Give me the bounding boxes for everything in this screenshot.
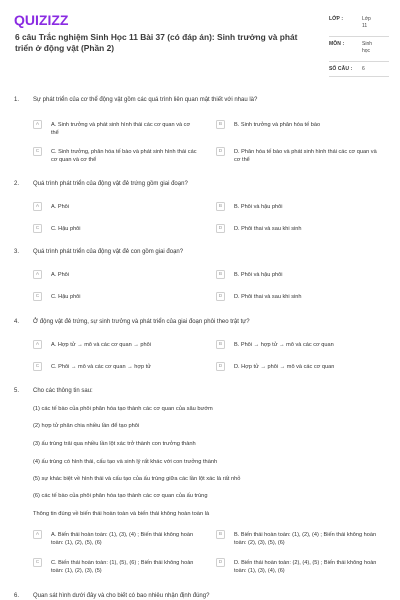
option-letter-box: C xyxy=(33,224,42,233)
statement-line: (4) ấu trùng có hình thái, cấu tạo và sinh lý rất khác với con trưởng thành xyxy=(33,459,218,465)
option-text: B. Phôi và hậu phôi xyxy=(234,271,283,278)
option-text: C. Biến thái hoàn toàn: (1), (5), (6) ; Biến thái không hoàn toàn: (1), (2), (3), (5) xyxy=(51,559,194,575)
option-text: A. Biến thái hoàn toàn: (1), (3), (4) ; Biến thái không hoàn toàn: (1), (2), (5), (6) xyxy=(51,531,194,547)
option-letter-box: A xyxy=(33,270,42,279)
option-text: D. Biến thái hoàn toàn: (2), (4), (5) ; Biến thái không hoàn toàn: (1), (3), (4), (6) xyxy=(234,559,377,575)
option-letter-box: D xyxy=(216,147,225,156)
question-text: Cho các thông tin sau: xyxy=(33,388,93,394)
question-number: 6. xyxy=(14,593,20,599)
option-text: A. Phôi xyxy=(51,203,70,210)
option-letter-box: B xyxy=(216,530,225,539)
option-letter-box: B xyxy=(216,120,225,129)
statement-line: (2) hợp tử phân chia nhiều lần để tạo phôi xyxy=(33,423,140,429)
meta-label-lop: LỚP : xyxy=(329,16,344,22)
option-text: D. Phân hóa tế bào và phát sinh hình thái các cơ quan và cơ thể xyxy=(234,148,377,164)
option-letter-box: D xyxy=(216,362,225,371)
question-text: Quá trình phát triển của động vật đẻ trứng gồm giai đoạn? xyxy=(33,181,188,187)
option-letter-box: A xyxy=(33,530,42,539)
header xyxy=(0,0,400,84)
option-letter-box: C xyxy=(33,292,42,301)
quizizz-logo-mark xyxy=(14,12,76,28)
meta-row-lop xyxy=(329,16,389,34)
option-letter-box: B xyxy=(216,202,225,211)
option-text: A. Phôi xyxy=(51,271,70,278)
question-text: Quá trình phát triển của động vật đẻ con gồm giai đoạn? xyxy=(33,249,184,255)
meta-value-socau: 6 xyxy=(362,66,365,72)
page-title: 6 câu Trắc nghiệm Sinh Học 11 Bài 37 (có đáp án): Sinh trưởng và phát triển ở động vật (Phần 2) xyxy=(15,32,298,53)
quizizz-logo xyxy=(14,12,76,32)
question-number: 1. xyxy=(14,97,20,103)
option-text: C. Hậu phôi xyxy=(51,225,81,232)
option-letter-box: D xyxy=(216,292,225,301)
option-text: B. Phôi và hậu phôi xyxy=(234,203,283,210)
question-number: 2. xyxy=(14,181,20,187)
option-letter-box: A xyxy=(33,202,42,211)
option-text: B. Sinh trưởng và phân hóa tế bào xyxy=(234,121,321,128)
option-text: C. Phôi → mô và các cơ quan → hợp tử xyxy=(51,363,151,370)
option-text: B. Phôi → hợp tử → mô và các cơ quan xyxy=(234,341,334,348)
statement-line: (5) sự khác biệt về hình thái và cấu tạo của ấu trùng giữa các lần lột xác là rất nhỏ xyxy=(33,476,241,482)
meta-value-lop: Lớp 11 xyxy=(362,16,371,29)
question-number: 5. xyxy=(14,388,20,394)
meta-divider xyxy=(329,76,389,77)
option-letter-box: C xyxy=(33,147,42,156)
meta-label-mon: MÔN : xyxy=(329,41,345,47)
option-text: B. Biến thái hoàn toàn: (1), (2), (4) ; Biến thái không hoàn toàn: (2), (3), (5), (6) xyxy=(234,531,377,547)
question-text: Sự phát triển của cơ thể động vật gồm các quá trình liên quan mật thiết với nhau là? xyxy=(33,97,258,103)
option-letter-box: A xyxy=(33,340,42,349)
option-letter-box: C xyxy=(33,558,42,567)
statement-line: (6) các tế bào của phôi phân hóa tạo thành các cơ quan của ấu trùng xyxy=(33,493,208,499)
option-letter-box: B xyxy=(216,270,225,279)
question-number: 3. xyxy=(14,249,20,255)
meta-value-mon: Sinh học xyxy=(362,41,373,54)
option-text: D. Phôi thai và sau khi sinh xyxy=(234,225,302,232)
option-letter-box: D xyxy=(216,224,225,233)
option-text: D. Hợp tử → phôi → mô và các cơ quan xyxy=(234,363,335,370)
question-text: Ở động vật đẻ trứng, sự sinh trưởng và phát triển của giai đoạn phôi theo trật tự? xyxy=(33,319,250,325)
meta-row-mon xyxy=(329,41,389,59)
option-text: C. Hậu phôi xyxy=(51,293,81,300)
option-text: C. Sinh trưởng, phân hóa tế bào và phát sinh hình thái các cơ quan và cơ thể xyxy=(51,148,197,164)
statement-line: Thông tin đúng về biến thái hoàn toàn và biến thái không hoàn toàn là xyxy=(33,511,210,517)
option-letter-box: C xyxy=(33,362,42,371)
statement-line: (1) các tế bào của phôi phân hóa tạo thành các cơ quan của sâu bướm xyxy=(33,406,213,412)
option-letter-box: B xyxy=(216,340,225,349)
quizizz-logo-text: QUIZIZZ xyxy=(14,12,69,28)
statement-line: (3) ấu trùng trải qua nhiều lần lột xác trở thành con trưởng thành xyxy=(33,441,196,447)
option-letter-box: A xyxy=(33,120,42,129)
meta-row-socau xyxy=(329,66,389,74)
option-text: A. Hợp tử → mô và các cơ quan → phôi xyxy=(51,341,151,348)
question-number: 4. xyxy=(14,319,20,325)
meta-divider xyxy=(329,36,389,37)
question-text: Quan sát hình dưới đây và cho biết có bao nhiêu nhận định đúng? xyxy=(33,593,210,599)
meta-divider xyxy=(329,61,389,62)
meta-label-socau: SỐ CÂU : xyxy=(329,66,353,72)
option-text: D. Phôi thai và sau khi sinh xyxy=(234,293,302,300)
option-letter-box: D xyxy=(216,558,225,567)
option-text: A. Sinh trưởng và phát sinh hình thái các cơ quan và cơ thể xyxy=(51,121,191,137)
